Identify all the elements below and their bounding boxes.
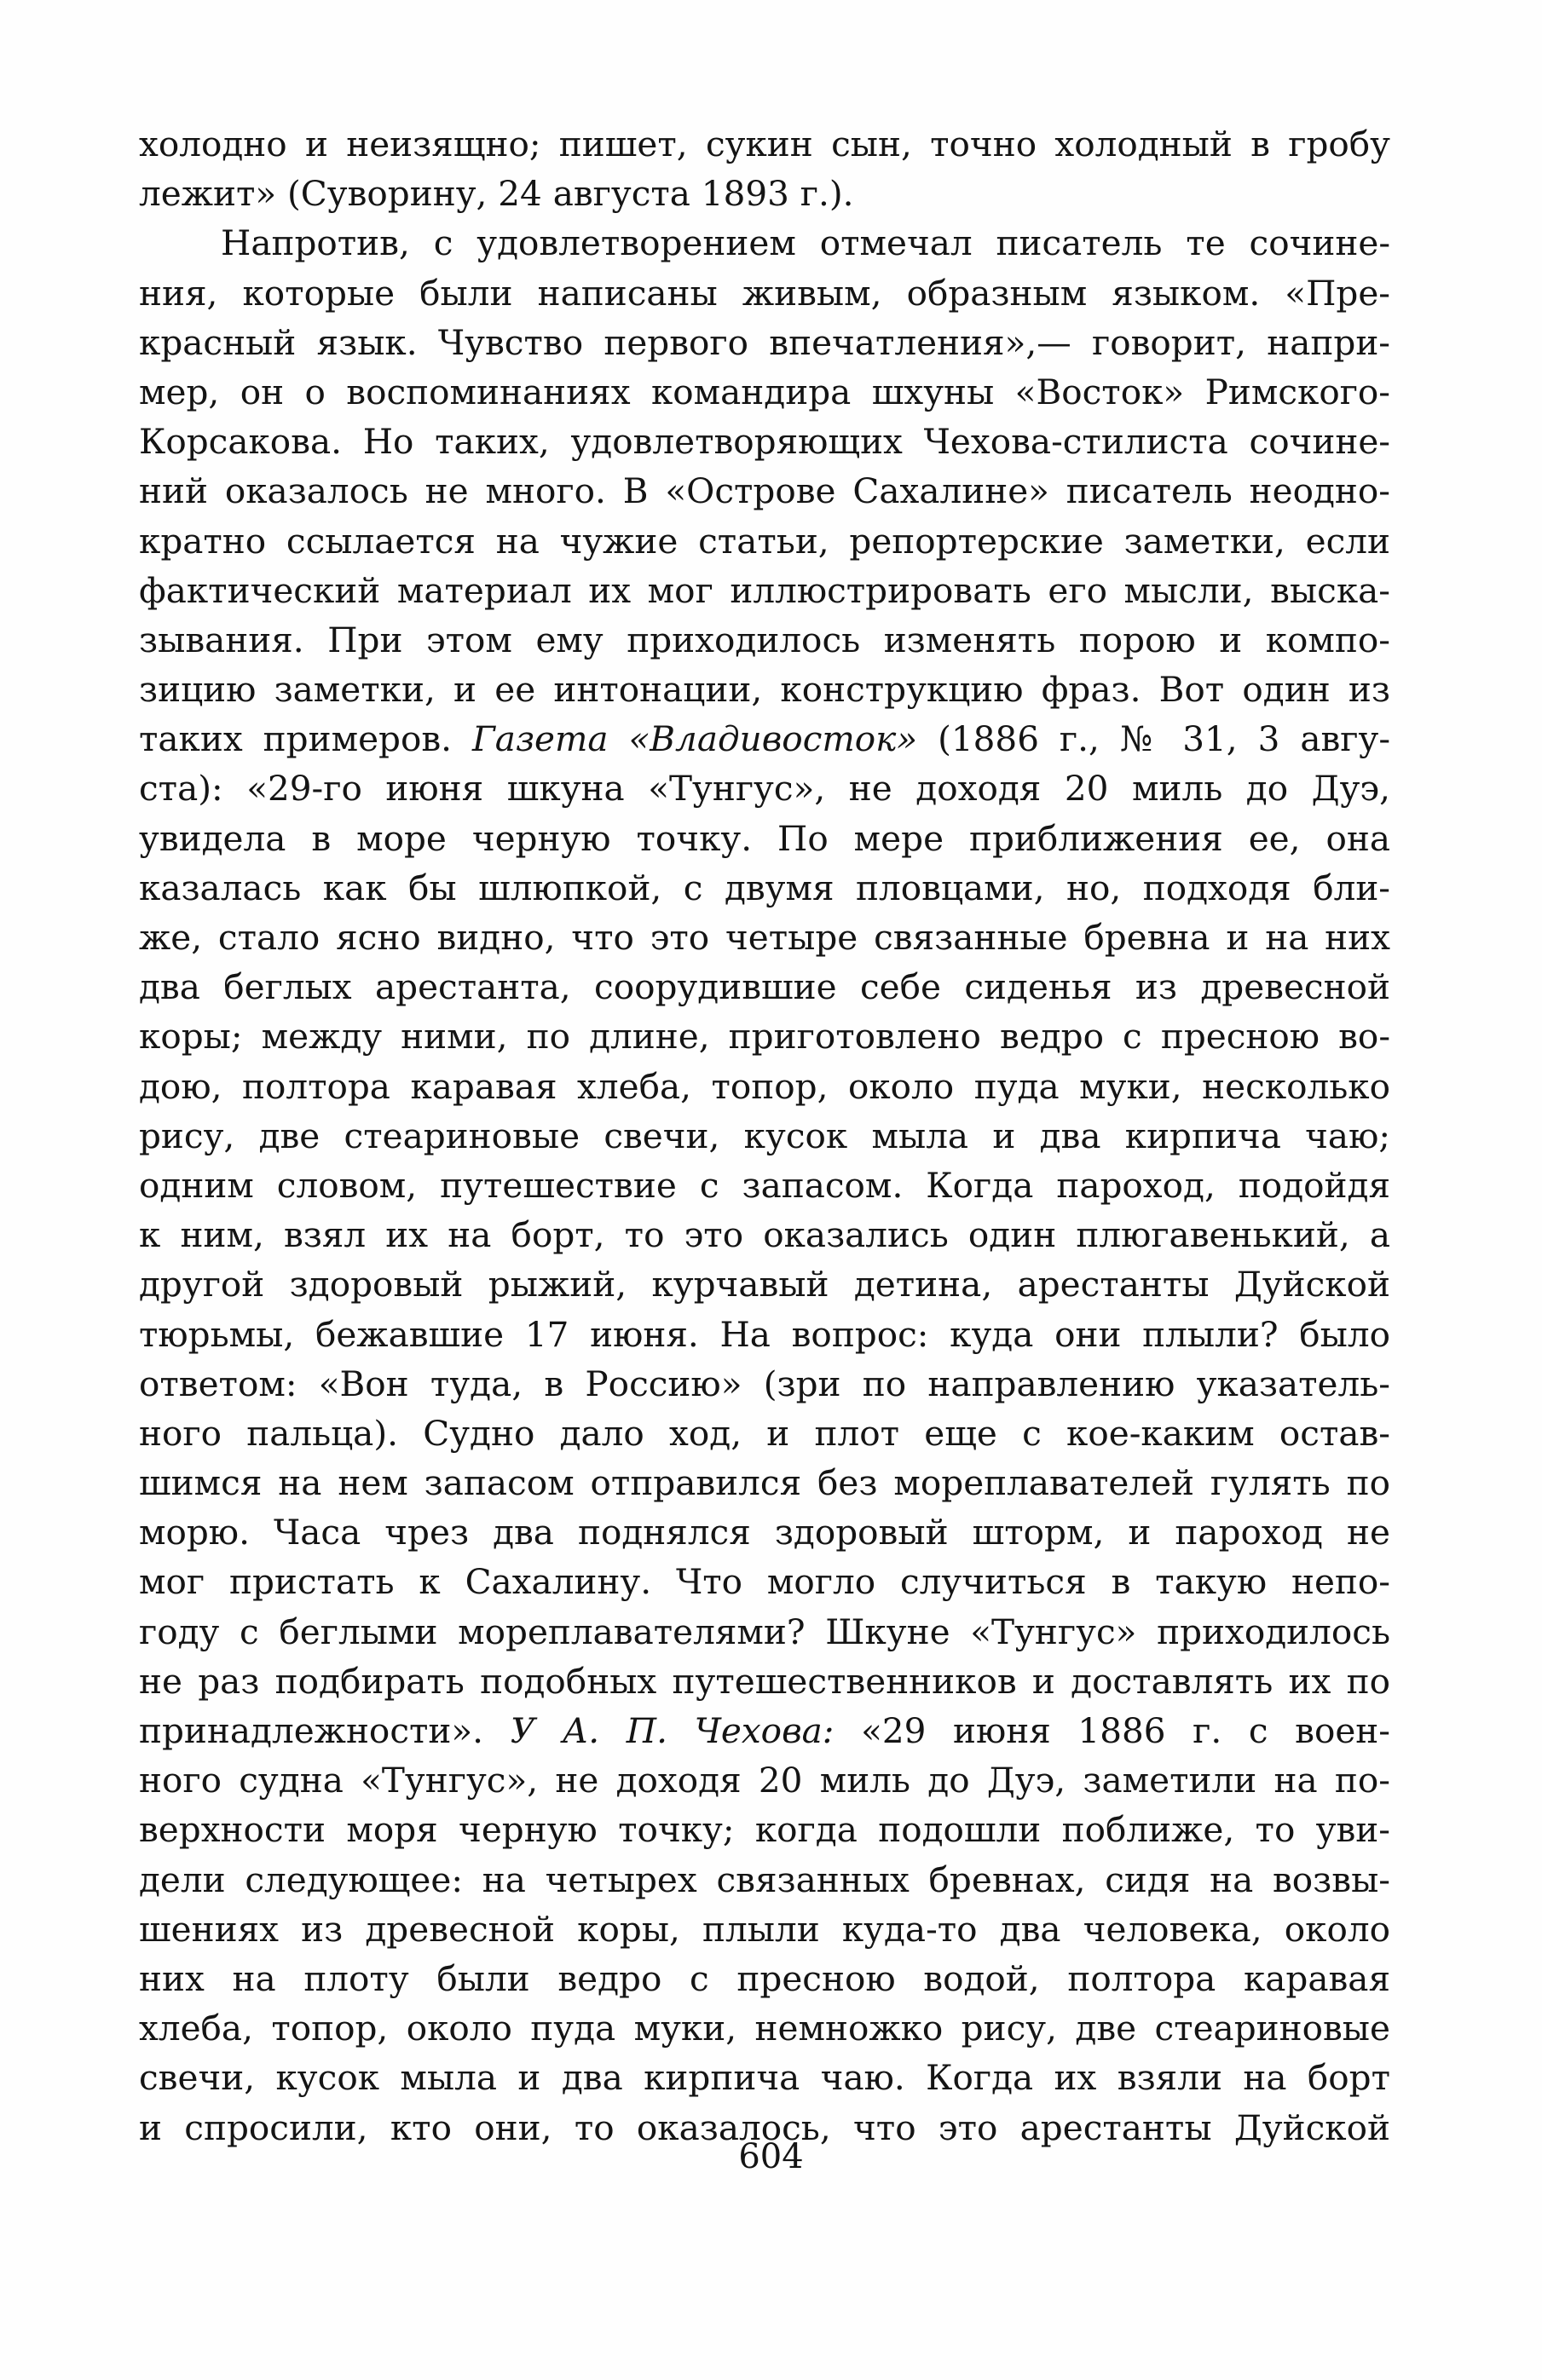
text-segment: таких примеров. — [139, 718, 472, 760]
text-line: них на плоту были ведро с пресною водой, полтора каравая — [139, 1957, 1390, 1999]
text-line: коры; между ними, по длине, приготовлено ведро с пресною во- — [139, 1016, 1390, 1057]
text-line: казалась как бы шлюпкой, с двумя пловцами, но, подходя бли- — [139, 867, 1390, 908]
text-line: ного судна «Тунгус», не доходя 20 миль до Дуэ, заметили на по- — [139, 1760, 1390, 1801]
text-line: два беглых арестанта, соорудившие себе сиденья из древесной — [139, 966, 1390, 1008]
text-line: одним словом, путешествие с запасом. Когда пароход, подойдя — [139, 1164, 1390, 1206]
text-line: ста): «29-го июня шкуна «Тунгус», не доходя 20 миль до Дуэ, — [139, 768, 1390, 810]
text-line: мог пристать к Сахалину. Что могло случиться в такую непо- — [139, 1561, 1390, 1603]
text-line: рису, две стеариновые свечи, кусок мыла и два кирпича чаю; — [139, 1115, 1390, 1156]
text-line: Корсакова. Но таких, удовлетворяющих Чехова-стилиста сочине- — [139, 421, 1390, 463]
text-line: дою, полтора каравая хлеба, топор, около пуда муки, несколько — [139, 1065, 1390, 1107]
text-line: увидела в море черную точку. По мере приближения ее, она — [139, 817, 1390, 859]
text-line: холодно и неизящно; пишет, сукин сын, точно холодный в гробу — [139, 124, 1390, 164]
text-line: зицию заметки, и ее интонации, конструкцию фраз. Вот один из — [139, 669, 1390, 711]
text-line: фактический материал их мог иллюстрировать его мысли, выска- — [139, 569, 1390, 611]
text-line — [139, 714, 1390, 764]
text-line: шениях из древесной коры, плыли куда-то два человека, около — [139, 1908, 1390, 1950]
text-line: дели следующее: на четырех связанных бревнах, сидя на возвы- — [139, 1858, 1390, 1900]
text-line: кратно ссылается на чужие статьи, репортерские заметки, если — [139, 520, 1390, 562]
text-line: морю. Часа чрез два поднялся здоровый шторм, и пароход не — [139, 1512, 1390, 1553]
italic-reference: Газета «Владивосток» — [471, 718, 918, 760]
text-line: году с беглыми мореплавателями? Шкуне «Тунгус» приходилось — [139, 1611, 1390, 1652]
text-line: ного пальца). Судно дало ход, и плот еще с кое-каким остав- — [139, 1412, 1390, 1454]
text-line: не раз подбирать подобных путешественников и доставлять их по — [139, 1660, 1390, 1702]
text-line: шимся на нем запасом отправился без мореплавателей гулять по — [139, 1462, 1390, 1504]
text-line: хлеба, топор, около пуда муки, немножко рису, две стеариновые — [139, 2008, 1390, 2049]
text-line: ответом: «Вон туда, в Россию» (зри по направлению указатель- — [139, 1363, 1390, 1404]
page-number: 604 — [738, 2137, 804, 2176]
text-line: же, стало ясно видно, что это четыре связанные бревна и на них — [139, 917, 1390, 958]
text-line: ний оказалось не много. В «Острове Сахалине» писатель неодно- — [139, 470, 1390, 512]
text-segment: принадлежности». — [139, 1710, 511, 1751]
text-segment: «29 июня 1886 г. с воен- — [834, 1710, 1390, 1751]
text-line: Напротив, с удовлетворением отмечал писатель те сочине- — [221, 222, 1390, 264]
text-line: мер, он о воспоминаниях командира шхуны «Восток» Римского- — [139, 371, 1390, 412]
text-line: свечи, кусок мыла и два кирпича чаю. Когда их взяли на борт — [139, 2057, 1390, 2099]
italic-reference: У А. П. Чехова: — [510, 1710, 835, 1751]
body-text — [139, 119, 1390, 2152]
text-line: красный язык. Чувство первого впечатления»,— говорит, напри- — [139, 321, 1390, 363]
text-line — [139, 1706, 1390, 1755]
text-line: зывания. При этом ему приходилось изменять порою и компо- — [139, 619, 1390, 660]
text-line: к ним, взял их на борт, то это оказались один плюгавенький, а — [139, 1214, 1390, 1256]
text-line: другой здоровый рыжий, курчавый детина, арестанты Дуйской — [139, 1264, 1390, 1305]
text-line: лежит» (Суворину, 24 августа 1893 г.). — [139, 173, 854, 215]
text-segment: (1886 г., № 31, 3 авгу- — [917, 718, 1391, 760]
text-line: и спросили, кто они, то оказалось, что это арестанты Дуйской — [139, 2106, 1390, 2148]
text-line: тюрьмы, бежавшие 17 июня. На вопрос: куда они плыли? было — [139, 1313, 1390, 1355]
text-line: верхности моря черную точку; когда подошли поближе, то уви- — [139, 1809, 1390, 1851]
text-line: ния, которые были написаны живым, образным языком. «Пре- — [139, 272, 1390, 314]
